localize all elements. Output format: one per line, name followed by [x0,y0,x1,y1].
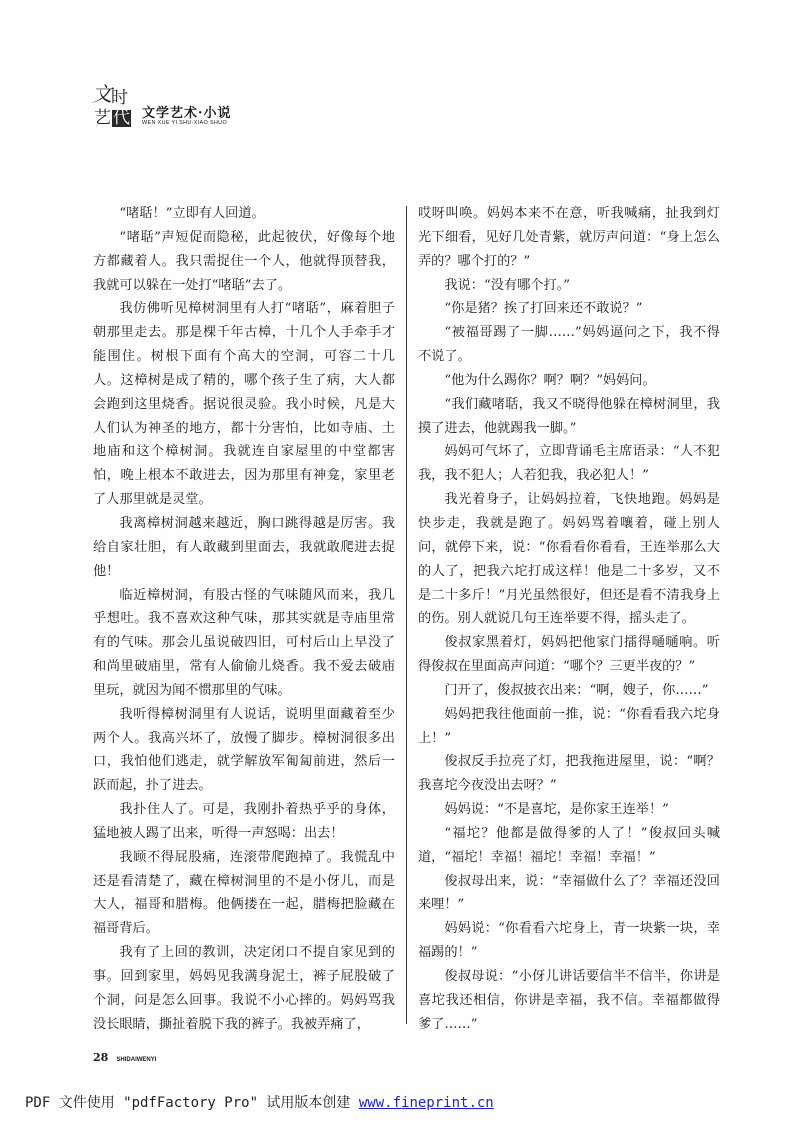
paragraph: 门开了，俊叔披衣出来：“啊，嫂子，你……” [444,682,709,698]
paragraph: 俊叔母说：“小伢儿讲话要信半不信半，你讲是喜坨我还相信，你讲是幸福，我不信。幸福都做得爹了……” [418,969,720,1032]
paragraph: 俊叔反手拉亮了灯，把我拖进屋里，说：“啊？我喜坨今夜没出去呀？” [418,754,720,794]
paragraph: 我仿佛听见樟树洞里有人打“啫聒”，麻着胆子朝那里走去。那是棵千年古樟，十几个人手牵手才能围住。树根下面有个高大的空洞，可容二十几人。这樟树是成了精的，哪个孩子生了病，大人都会跑到这里烧香。据说很灵验。我小时候，凡是大人们认为神圣的地方，都十分害怕，比如寺庙、土地庙和这个樟树洞。我就连自家屋里的中堂都害怕，晚上根本不敢进去，因为那里有神龛，家里老了人那里就是灵堂。 [93,301,395,508]
footer-text: PDF 文件使用 "pdfFactory Pro" 试用版本创建 [25,1095,359,1111]
paragraph: “我们藏啫聒，我又不晓得他躲在樟树洞里，我摸了进去，他就踢我一脚。” [418,396,720,436]
paragraph: “他为什么踢你？啊？啊？”妈妈问。 [444,372,656,388]
logo-char: 艺 [94,108,111,128]
paragraph: “啫聒！”立即有人回道。 [119,206,265,221]
pdf-footer [25,1092,494,1112]
logo-char: 代 [113,108,130,128]
paragraph: “你是猪？挨了打回来还不敢说？” [444,301,643,317]
paragraph: 我顾不得屁股痛，连滚带爬跑掉了。我慌乱中还是看清楚了，藏在樟树洞里的不是小伢儿，而是大人，福哥和腊梅。他俩搂在一起，腊梅把脸藏在福哥背后。 [93,849,395,937]
paragraph: 我说：“没有哪个打。” [444,277,570,293]
paragraph: 哎呀叫唤。妈妈本来不在意，听我喊痛，扯我到灯光下细看，见好几处青紫，就厉声问道：“身上怎么弄的？哪个打的？” [418,206,720,269]
logo-char: 时 [111,88,128,108]
section-subtitle: WEN XUE YI SHU·XIAO SHUO [142,120,228,126]
column-divider [406,206,407,1024]
paragraph: 我离樟树洞越来越近，胸口跳得越是厉害。我给自家壮胆，有人敢藏到里面去，我就敢爬进去捉他！ [93,515,395,579]
paragraph: 我光着身子，让妈妈拉着，飞快地跑。妈妈是快步走，我就是跑了。妈妈骂着嚷着，碰上别人问，就停下来，说：“你看看你看看，王连举那么大的人了，把我六坨打成这样！他是二十多岁，又不是二十多斤！”月光虽然很好，但还是看不清我身上的伤。别人就说几句王连举要不得，摇头走了。 [418,492,720,627]
logo-char: 文 [92,82,112,106]
page-folio [93,1046,156,1065]
paragraph: “啫聒”声短促而隐秘，此起彼伏，好像每个地方都藏着人。我只需捉住一个人，他就得顶替我，我就可以躲在一处打“啫聒”去了。 [93,229,395,293]
paragraph: 我有了上回的教训，决定闭口不提自家见到的事。回到家里，妈妈见我满身泥土，裤子屁股破了个洞，问是怎么回事。我说不小心摔的。妈妈骂我没长眼睛，撕扯着脱下我的裤子。我被弄痛了， [93,945,395,1032]
paragraph: 我听得樟树洞里有人说话，说明里面藏着至少两个人。我高兴坏了，放慢了脚步。樟树洞很多出口，我怕他们逃走，就学解放军匍匐前进，然后一跃而起，扑了进去。 [93,706,395,794]
right-text-column [418,202,720,1037]
paragraph: 俊叔家黑着灯，妈妈把他家门擂得嗵嗵响。听得俊叔在里面高声问道：“哪个？三更半夜的？” [418,635,720,675]
paragraph: 妈妈把我往他面前一推，说：“你看看我六坨身上！” [418,706,720,746]
paragraph: 临近樟树洞，有股古怪的气味随风而来，我几乎想吐。我不喜欢这种气味，那其实就是寺庙里常有的气味。那会儿虽说破四旧，可村后山上早没了和尚里破庙里，常有人偷偷儿烧香。我不爱去破庙里玩，就因为闻不惯那里的气味。 [93,587,395,698]
fineprint-link[interactable]: www.fineprint.cn [358,1095,494,1111]
paragraph: “被福哥踢了一脚……”妈妈逼问之下，我不得不说了。 [418,325,720,365]
magazine-logo [92,82,138,134]
section-title: 文学艺术·小说 [142,106,232,121]
paragraph: 妈妈说：“不是喜坨，是你家王连举！” [444,802,669,818]
magazine-header [92,82,292,138]
paragraph: 我扑住人了。可是，我刚扑着热乎乎的身体，猛地被人踢了出来，听得一声怒喝：出去！ [93,802,395,841]
paragraph: 俊叔母出来，说：“幸福做什么了？幸福还没回来哩！” [418,873,720,913]
paragraph: “福坨？他都是做得爹的人了！”俊叔回头喊道，“福坨！幸福！福坨！幸福！幸福！” [418,825,720,865]
paragraph: 妈妈说：“你看看六坨身上，青一块紫一块，幸福踢的！” [418,921,720,961]
page-number: 28 [93,1051,109,1064]
magazine-name: SHIDAIWENYI [116,1057,157,1063]
left-text-column [93,202,395,1037]
paragraph: 妈妈可气坏了，立即背诵毛主席语录：“人不犯我，我不犯人；人若犯我，我必犯人！” [418,444,720,484]
